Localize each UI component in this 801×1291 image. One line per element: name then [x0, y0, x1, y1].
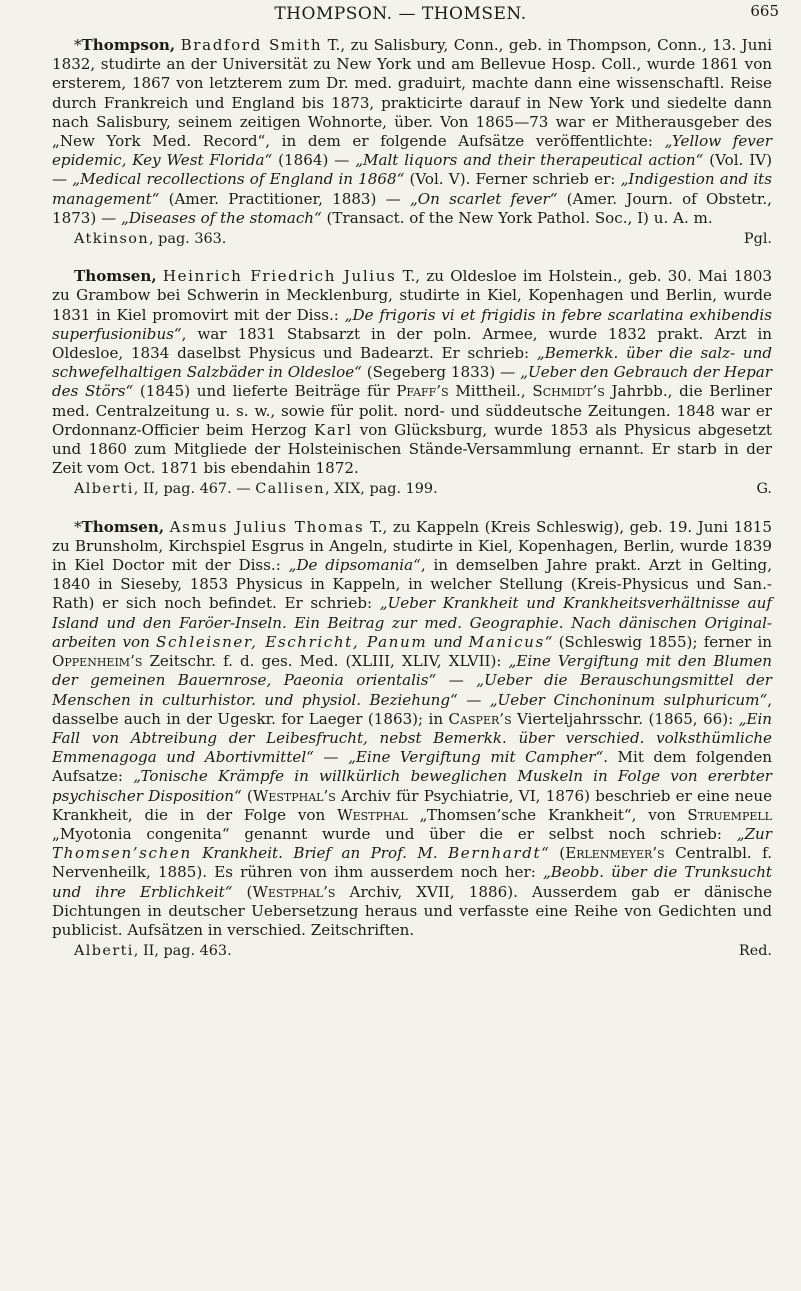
entry-marker: *	[74, 517, 82, 536]
work-title: „Eine Vergiftung mit Campher“	[348, 748, 604, 767]
entry-text: T., zu Oldesloe im Holstein., geb. 30. Mai 1803 zu Grambow bei Schwerin in Mecklenburg, studirte in Kiel, Kopenhagen und Berlin, wurde 1831 in Kiel promovirt mit der Diss.:	[52, 267, 772, 324]
entry-text: „Thomsen’sche Krankheit“, von	[407, 805, 688, 824]
entry-given-names: Asmus Julius Thomas	[169, 517, 365, 536]
person-name: Manicus	[468, 632, 545, 651]
work-title-part: und	[427, 632, 469, 651]
entry-text: , in demselben Jahre prakt. Arzt in Gelting, 1840 in Sieseby, 1853 Physicus in Kappeln, in welcher Stellung (Kreis-Physicus und San.-Rath) er sich noch befindet. Er schrieb:	[52, 556, 772, 613]
source-detail: , pag. 363.	[149, 231, 227, 248]
person-names: Schleisner, Eschricht, Panum	[156, 632, 428, 651]
entry-text: —	[436, 671, 477, 690]
work-title: „De frigoris vi et frigidis in febre scarlatina exhibendis superfusionibus“	[52, 305, 772, 343]
work-title-part: „Ueber Krankheit und Krankheitsverhältnisse auf Island und den Faröer-Inseln. Ein Beitrag zur med. Geographie. Nach dänischen Original-arbeiten von	[52, 594, 772, 651]
entry-author: Red.	[738, 943, 772, 960]
entry-text: (Segeberg 1833) —	[361, 363, 521, 382]
person-name: Westphal	[337, 805, 408, 824]
work-title: „Bemerkk. über die salz- und schwefelhaltigen Salzbäder in Oldesloe“	[52, 344, 772, 382]
entry-text: . Mit dem folgenden Aufsatze:	[52, 748, 772, 786]
person-name: Bernhardt	[448, 844, 542, 863]
entry-text: Archiv, XVII, 1886). Ausserdem gab er dänische Dichtungen in deutscher Uebersetzung heraus und verfasste eine Reihe von Gedichten und publicist. Aufsätzen in verschied. Zeitschriften.	[52, 882, 773, 939]
entry-text: (Amer. Journ. of Obstetr., 1873) —	[52, 189, 772, 227]
entry-source-line	[52, 480, 772, 499]
work-title: „Ueber die Berauschungsmittel der Menschen in culturhistor. und physiol. Beziehung“	[52, 671, 773, 709]
entry-text: Mittheil.,	[448, 382, 533, 401]
work-title: „Ueber den Gebrauch der Hepar des Störs“	[52, 363, 772, 401]
source-detail: , II, pag. 467. —	[133, 481, 256, 498]
source-reference	[52, 230, 226, 249]
entry-text: Zeitschr. f. d. ges. Med. (XLIII, XLIV, XLVII):	[142, 652, 509, 671]
entry-text: Vierteljahrsschr. (1865, 66):	[511, 709, 739, 728]
work-title: „Ein Fall von Abtreibung der Leibesfrucht, nebst Bemerkk. über verschied. volksthümliche Emmenagoga und Abortivmittel“	[52, 709, 773, 767]
entry-text: „Myotonia congenita“ genannt wurde und über die er selbst noch schrieb:	[52, 824, 737, 843]
entry-author: Pgl.	[743, 231, 772, 248]
entry-text: (Vol. IV) —	[52, 151, 772, 189]
work-title: „Beobb. über die Trunksucht und ihre Erblichkeit“	[52, 863, 772, 901]
work-title: „Tonische Krämpfe in willkürlich beweglichen Muskeln in Folge von ererbter psychischer Disposition“	[52, 767, 772, 805]
page-number: 665	[750, 2, 779, 20]
work-title: „Medical recollections of England in 1868“	[72, 170, 405, 189]
entry-text: —	[457, 690, 490, 709]
entry-thompson	[52, 36, 772, 249]
entry-given-names: Bradford Smith	[180, 36, 323, 54]
journal-name: Westphal’s	[252, 786, 336, 805]
entry-given-names: Heinrich Friedrich Julius	[162, 267, 397, 286]
entry-source-line	[52, 942, 772, 961]
entry-text: (1845) und lieferte Beiträge für	[133, 382, 397, 401]
work-title-part: Krankheit. Brief an Prof. M.	[191, 844, 449, 863]
source-name: Alberti	[74, 481, 134, 498]
entry-surname: Thomsen,	[74, 267, 157, 286]
page-content	[52, 36, 772, 979]
entry-marker: *	[74, 36, 82, 54]
entry-author: G.	[756, 481, 772, 498]
entry-text: von Glücksburg, wurde 1853 als Physicus abgesetzt und 1860 zum Mitgliede der Holsteinischen Stände-Versammlung ernannt. Er starb in der Zeit vom Oct. 1871 bis ebendahin 1872.	[52, 420, 773, 478]
entry-text: (Vol. V). Ferner schrieb er:	[404, 170, 621, 189]
journal-name: Oppenheim’s	[52, 652, 143, 671]
source-name: Callisen	[255, 481, 325, 498]
work-title-part: “	[541, 844, 549, 863]
entry-body	[52, 267, 772, 478]
entry-body	[52, 36, 772, 228]
source-detail: , II, pag. 463.	[133, 943, 232, 960]
entry-text: (	[232, 882, 253, 901]
entry-text: —	[313, 748, 349, 767]
journal-name: Erlenmeyer’s	[565, 844, 665, 863]
entry-text: Centralbl. f. Nervenheilk, 1885). Es rühren von ihm ausserdem noch her:	[52, 844, 772, 882]
person-name: Karl	[313, 420, 353, 439]
source-name: Alberti	[74, 943, 134, 960]
entry-text: T., zu Kappeln (Kreis Schleswig), geb. 19. Juni 1815 zu Brunsholm, Kirchspiel Esgrus in Angeln, studirte in Kiel, Kopenhagen, Berlin, wurde 1839 in Kiel Doctor mit der Diss.:	[52, 517, 772, 575]
entry-text: (Schleswig 1855); ferner in	[552, 632, 772, 651]
work-title: „Yellow fever epidemic, Key West Florida“	[52, 132, 772, 170]
entry-text: Jahrbb., die Berliner med. Centralzeitung u. s. w., sowie für polit. nord- und süddeutsche Zeitungen. 1848 war er Ordonnanz-Officier beim Herzog	[52, 382, 772, 439]
entry-surname: Thompson,	[81, 36, 176, 54]
work-title: „De dipsomania“	[288, 556, 421, 575]
source-reference	[52, 480, 438, 499]
work-title: „Eine Vergiftung mit den Blumen der gemeinen Bauernrose, Paeonia orientalis“	[52, 652, 773, 690]
work-title: „Indigestion and its management“	[52, 170, 772, 208]
entry-text: (Amer. Practitioner, 1883) —	[159, 189, 410, 208]
entry-body	[52, 518, 772, 940]
entry-text: (1864) —	[272, 151, 356, 170]
person-name: Struempell	[687, 805, 772, 824]
entry-thomsen-heinrich	[52, 267, 772, 499]
work-title: „Ueber Cinchoninum sulphuricum“	[489, 690, 768, 709]
entry-thomsen-asmus	[52, 518, 772, 962]
journal-name: Schmidt’s	[532, 382, 605, 401]
entry-text: , dasselbe auch in der Ugeskr. for Laeger (1863); in	[52, 690, 772, 728]
entry-source-line	[52, 230, 772, 249]
entry-text: , war 1831 Stabsarzt in der poln. Armee, wurde 1832 prakt. Arzt in Oldesloe, 1834 daselbst Physicus und Badearzt. Er schrieb:	[52, 324, 772, 363]
entry-text: T., zu Salisbury, Conn., geb. in Thompson, Conn., 13. Juni 1832, studirte an der Universität zu New York und am Bellevue Hosp. Coll., wurde 1861 von ersterem, 1867 von letzterem zum Dr. med. graduirt, machte dann eine wissenschaftl. Reise durch Frankreich und England bis 1873, prakticirte darauf in New York und siedelte dann nach Salisbury, seinem zeitigen Wohnorte, über. Von 1865—73 war er Mitherausgeber des „New York Med. Record“, in dem er folgende Aufsätze veröffentlichte:	[52, 36, 772, 151]
journal-name: Pfaff’s	[396, 382, 449, 401]
person-name: Thomsen’schen	[52, 844, 192, 863]
entry-text: (	[548, 844, 566, 863]
page-header	[0, 4, 801, 30]
source-reference	[52, 942, 232, 961]
work-title: „Diseases of the stomach“	[121, 208, 322, 227]
entry-text: (Transact. of the New York Pathol. Soc., I) u. A. m.	[321, 208, 713, 227]
source-detail: , XIX, pag. 199.	[324, 481, 438, 498]
source-name: Atkinson	[74, 231, 150, 248]
entry-surname: Thomsen,	[81, 517, 165, 536]
work-title-part: “	[544, 632, 553, 651]
running-head: THOMPSON. — THOMSEN.	[274, 4, 527, 24]
entry-text: (	[241, 786, 253, 805]
work-title: „Malt liquors and their therapeutical action“	[355, 151, 704, 170]
work-title-part: „Zur	[736, 824, 772, 843]
entry-text: Archiv für Psychiatrie, VI, 1876) beschrieb er eine neue Krankheit, die in der Folge von	[52, 786, 773, 824]
journal-name: Westphal’s	[252, 882, 336, 901]
journal-name: Casper’s	[448, 709, 512, 728]
work-title: „On scarlet fever“	[409, 189, 558, 208]
